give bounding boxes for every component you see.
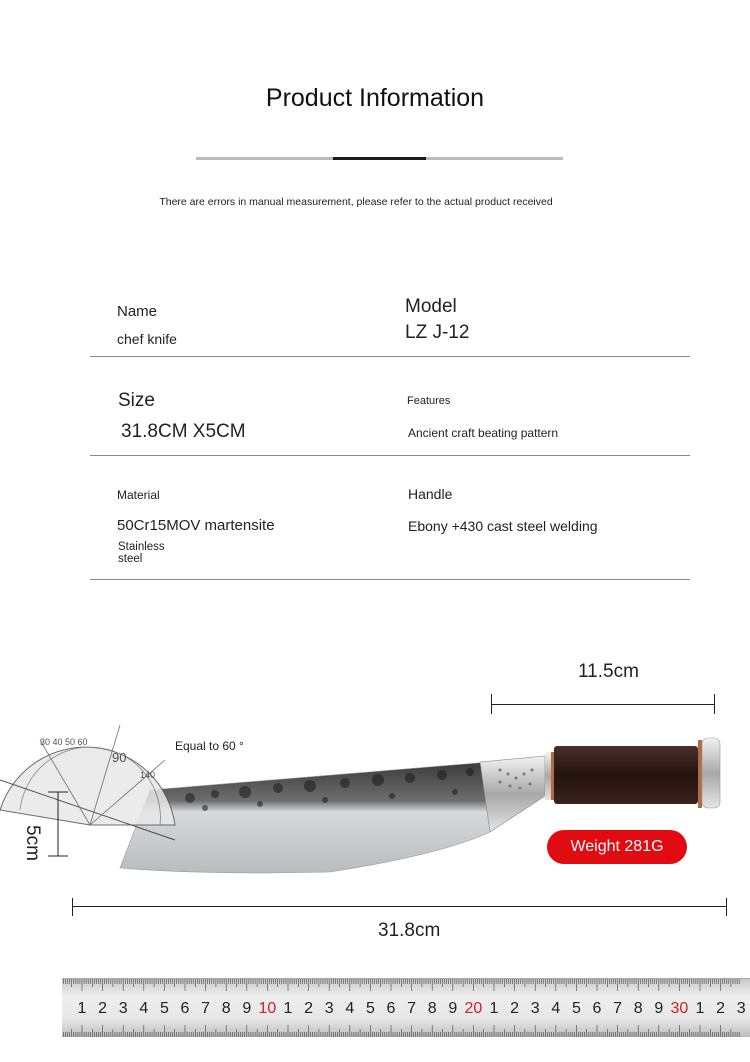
ruler-number: 9 [242,1000,252,1017]
name-value: chef knife [117,331,177,347]
copper-ring-2 [698,740,702,808]
angle-note: Equal to 60 ° [175,739,244,753]
name-label: Name [117,303,158,320]
ruler-number: 1 [283,1000,293,1017]
ruler-number: 4 [139,1000,149,1017]
svg-text:90: 90 [112,750,127,765]
measurement-note: There are errors in manual measurement, please refer to the actual product received [159,196,553,208]
copper-ring-1 [551,752,554,800]
ruler-number: 6 [180,1000,190,1017]
ruler-number: 9 [448,1000,458,1017]
handle-length-label: 11.5cm [578,661,639,682]
ruler-number: 5 [159,1000,169,1017]
table-divider-3 [90,579,690,580]
knife-bolster [480,756,545,832]
ruler-number: 2 [510,1000,520,1017]
ruler-number: 10 [258,1000,277,1017]
handle-value: Ebony +430 cast steel welding [408,518,598,534]
total-dimension-line [72,906,727,907]
ruler-number: 7 [613,1000,623,1017]
material-value: 50Cr15MOV martensite [117,517,275,534]
ruler-number: 1 [489,1000,499,1017]
steel-ring-1 [545,752,551,800]
total-dim-tick-left [72,898,73,916]
ruler-number: 6 [386,1000,396,1017]
features-label: Features [407,395,451,407]
knife-illustration [0,700,750,900]
ruler-number: 2 [304,1000,314,1017]
table-divider-2 [90,455,690,456]
page-title: Product Information [265,84,485,112]
ruler-number: 4 [345,1000,355,1017]
material-sub: Stainless steel [118,541,165,565]
ebony-handle [554,746,698,804]
ruler-number: 9 [654,1000,664,1017]
size-label: Size [118,390,155,411]
size-value: 31.8CM X5CM [121,421,246,442]
ruler-number: 1 [77,1000,87,1017]
title-underline-right [426,157,563,160]
svg-text:140: 140 [140,770,156,780]
ruler-number: 8 [221,1000,231,1017]
ruler-number: 30 [670,1000,689,1017]
total-dim-tick-right [726,898,727,916]
ruler-number: 6 [592,1000,602,1017]
weight-badge: Weight 281G [547,830,687,864]
ruler-number: 3 [736,1000,746,1017]
ruler-number: 5 [571,1000,581,1017]
title-underline-left [196,157,333,160]
model-label: Model [405,296,457,317]
ruler-number: 3 [530,1000,540,1017]
ruler-number: 8 [427,1000,437,1017]
ruler-number: 2 [716,1000,726,1017]
svg-text:30 40 50 60: 30 40 50 60 [40,737,88,747]
ruler-number: 2 [98,1000,108,1017]
ruler-ticks [62,979,750,1037]
ruler-number: 4 [551,1000,561,1017]
ruler [62,978,750,1037]
ruler-number: 20 [464,1000,483,1017]
ruler-number: 3 [118,1000,128,1017]
table-divider-1 [90,356,690,357]
steel-cap [702,738,720,808]
title-underline-accent [333,157,426,160]
handle-label: Handle [408,486,453,502]
features-value: Ancient craft beating pattern [408,426,559,440]
total-length-label: 31.8cm [378,920,441,941]
ruler-number: 7 [201,1000,211,1017]
ruler-number: 7 [407,1000,417,1017]
knife-blade [120,762,490,873]
material-label: Material [117,488,160,502]
ruler-number: 5 [365,1000,375,1017]
ruler-number: 1 [695,1000,705,1017]
model-value: LZ J-12 [405,322,470,343]
blade-width-label: 5cm [22,825,43,861]
ruler-number: 3 [324,1000,334,1017]
ruler-number: 8 [633,1000,643,1017]
